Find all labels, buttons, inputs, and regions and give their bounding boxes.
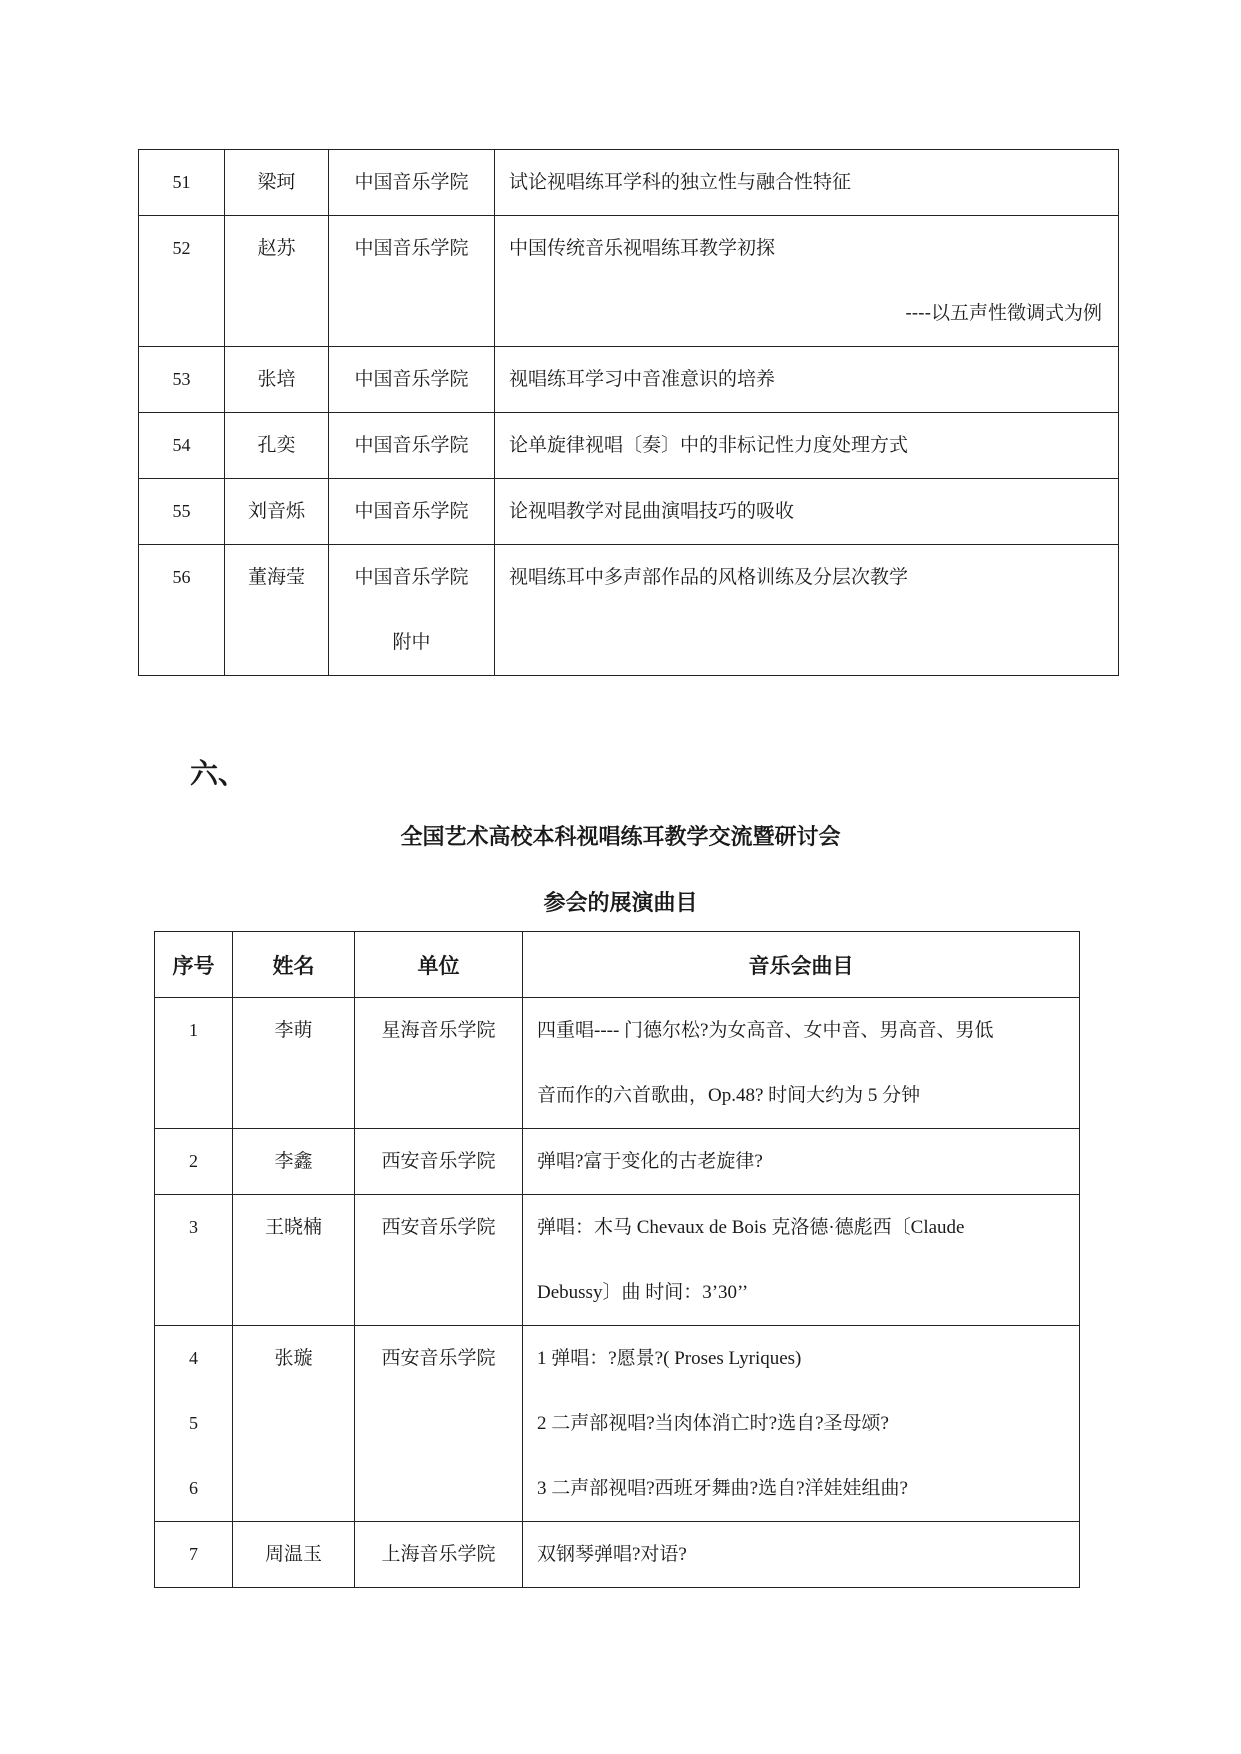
row-number: 55 [172, 501, 191, 521]
program-line: 2 二声部视唱?当肉体消亡时?选自?圣母颂? [537, 1413, 889, 1434]
cell-name [225, 413, 329, 479]
program-line: 四重唱---- 门德尔松?为女高音、女中音、男高音、男低 [537, 1020, 994, 1041]
table-row [139, 413, 1119, 479]
cell-org [355, 1129, 523, 1195]
author-name: 董海莹 [247, 566, 305, 588]
program-line: Debussy〕曲 时间：3’30’’ [537, 1282, 749, 1303]
cell-title [495, 413, 1119, 479]
row-number: 53 [172, 369, 191, 389]
cell-program [523, 1129, 1080, 1195]
table-row [139, 150, 1119, 216]
cell-no [139, 545, 225, 676]
performer-name: 周温玉 [264, 1543, 322, 1565]
header-org: 单位 [355, 932, 523, 998]
performance-table [154, 931, 1080, 1588]
program-line: 音而作的六首歌曲，Op.48? 时间大约为 5 分钟 [537, 1085, 921, 1106]
row-number: 52 [172, 238, 191, 258]
performer-name: 李萌 [274, 1019, 313, 1041]
paper-title: 视唱练耳学习中音准意识的培养 [509, 368, 776, 390]
paper-list-body [139, 150, 1119, 676]
paper-subtitle: ----以五声性徵调式为例 [905, 302, 1102, 324]
table-row [155, 1129, 1080, 1195]
table-header-row [155, 932, 1080, 998]
paper-title: 论单旋律视唱〔奏〕中的非标记性力度处理方式 [509, 434, 909, 456]
cell-program [523, 1195, 1080, 1326]
table-row [139, 479, 1119, 545]
cell-name [225, 479, 329, 545]
cell-title [495, 347, 1119, 413]
author-name: 赵苏 [257, 237, 296, 259]
cell-no [155, 1326, 233, 1522]
cell-org [355, 1326, 523, 1522]
cell-title [495, 479, 1119, 545]
cell-name [233, 1129, 355, 1195]
cell-program [523, 998, 1080, 1129]
institution: 附中 [392, 631, 431, 653]
institution: 中国音乐学院 [354, 368, 469, 390]
cell-org [355, 1522, 523, 1588]
header-no: 序号 [155, 932, 233, 998]
institution: 中国音乐学院 [354, 237, 469, 259]
author-name: 孔奕 [257, 434, 296, 456]
cell-title [495, 545, 1119, 676]
institution: 中国音乐学院 [354, 434, 469, 456]
cell-no [155, 1522, 233, 1588]
cell-name [233, 998, 355, 1129]
program-line: 弹唱?富于变化的古老旋律? [537, 1151, 763, 1172]
row-number: 7 [189, 1544, 198, 1564]
section-title: 全国艺术高校本科视唱练耳教学交流暨研讨会 [400, 825, 841, 850]
table-row [155, 998, 1080, 1129]
cell-org [329, 545, 495, 676]
row-number: 51 [172, 172, 191, 192]
institution: 西安音乐学院 [381, 1150, 496, 1172]
table-row [155, 1195, 1080, 1326]
table-row [139, 216, 1119, 347]
table-row [139, 545, 1119, 676]
cell-name [225, 216, 329, 347]
paper-title: 视唱练耳中多声部作品的风格训练及分层次教学 [509, 566, 909, 588]
institution: 中国音乐学院 [354, 500, 469, 522]
institution: 西安音乐学院 [381, 1347, 496, 1369]
paper-list-table [138, 149, 1119, 676]
institution: 上海音乐学院 [381, 1543, 496, 1565]
cell-org [329, 479, 495, 545]
row-number: 3 [189, 1217, 198, 1237]
institution: 中国音乐学院 [354, 171, 469, 193]
table-row [155, 1522, 1080, 1588]
cell-org [329, 347, 495, 413]
cell-no [139, 216, 225, 347]
institution: 星海音乐学院 [381, 1019, 496, 1041]
section-number: 六、 [190, 757, 247, 790]
institution: 中国音乐学院 [354, 566, 469, 588]
header-name: 姓名 [233, 932, 355, 998]
program-line: 1 弹唱：?愿景?( Proses Lyriques) [537, 1348, 802, 1369]
cell-no [139, 150, 225, 216]
performer-name: 李鑫 [274, 1150, 313, 1172]
cell-no [155, 998, 233, 1129]
author-name: 刘音烁 [247, 500, 305, 522]
performance-body [155, 932, 1080, 1588]
cell-no [155, 1129, 233, 1195]
row-number: 2 [189, 1151, 198, 1171]
table-row [155, 1326, 1080, 1522]
row-number: 56 [172, 567, 191, 587]
cell-org [329, 150, 495, 216]
author-name: 梁珂 [257, 171, 296, 193]
performer-name: 王晓楠 [264, 1216, 322, 1238]
cell-name [225, 150, 329, 216]
cell-org [329, 216, 495, 347]
row-number: 5 [189, 1413, 198, 1433]
program-line: 弹唱：木马 Chevaux de Bois 克洛德·德彪西〔Claude [537, 1217, 965, 1238]
cell-name [233, 1195, 355, 1326]
cell-no [139, 413, 225, 479]
cell-name [225, 545, 329, 676]
institution: 西安音乐学院 [381, 1216, 496, 1238]
cell-program [523, 1522, 1080, 1588]
cell-program [523, 1326, 1080, 1522]
section-subtitle: 参会的展演曲目 [543, 891, 698, 916]
cell-name [233, 1522, 355, 1588]
program-line: 3 二声部视唱?西班牙舞曲?选自?洋娃娃组曲? [537, 1478, 908, 1499]
paper-title: 论视唱教学对昆曲演唱技巧的吸收 [509, 500, 795, 522]
header-program: 音乐会曲目 [523, 932, 1080, 998]
cell-org [329, 413, 495, 479]
row-number: 54 [172, 435, 191, 455]
cell-title [495, 150, 1119, 216]
cell-name [225, 347, 329, 413]
row-number: 1 [189, 1020, 198, 1040]
performer-name: 张璇 [274, 1347, 313, 1369]
table-row [139, 347, 1119, 413]
cell-title [495, 216, 1119, 347]
cell-no [139, 347, 225, 413]
row-number: 4 [189, 1348, 198, 1368]
program-line: 双钢琴弹唱?对语? [537, 1544, 687, 1565]
cell-no [139, 479, 225, 545]
cell-no [155, 1195, 233, 1326]
cell-org [355, 998, 523, 1129]
paper-title: 中国传统音乐视唱练耳教学初探 [509, 237, 776, 259]
paper-title: 试论视唱练耳学科的独立性与融合性特征 [509, 171, 852, 193]
cell-org [355, 1195, 523, 1326]
cell-name [233, 1326, 355, 1522]
author-name: 张培 [257, 368, 296, 390]
row-number: 6 [189, 1478, 198, 1498]
